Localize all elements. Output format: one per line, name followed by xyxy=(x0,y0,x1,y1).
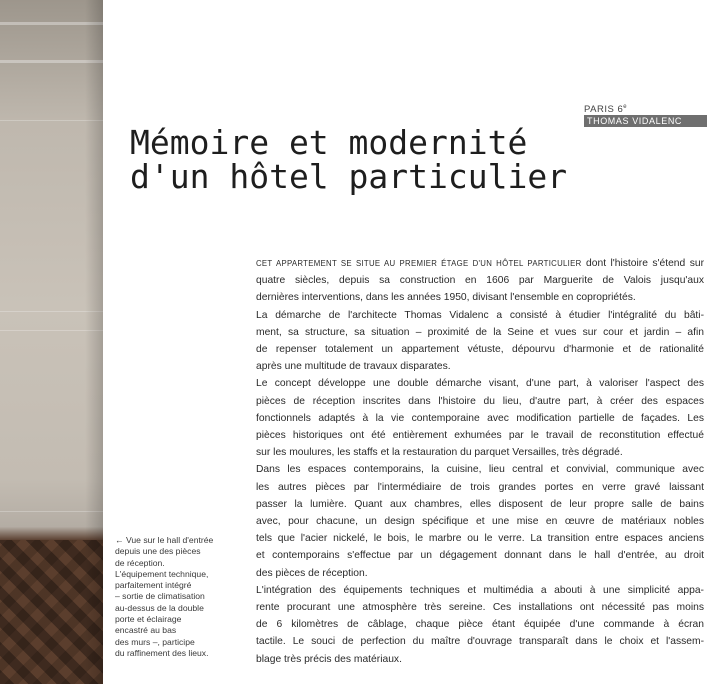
body-line: rente procurant une atmosphère très sereine. Ces installations ont nécessité pas moins xyxy=(256,602,704,614)
body-line: de repenser totalement un appartement vétuste, dépourvu d'harmonie et de rationalité xyxy=(256,344,704,356)
page-title xyxy=(130,123,568,196)
article-body xyxy=(256,255,704,668)
photo-shade xyxy=(85,0,103,684)
caption-line: L'équipement technique, xyxy=(115,568,209,579)
body-line: tactile. Le souci de perfection du maître d'ouvrage transparaît dans le choix et l'assem- xyxy=(256,636,704,648)
body-line: La démarche de l'architecte Thomas Vidalenc a consisté à étudier l'intégralité du bâti- xyxy=(256,309,704,321)
caption-line: du raffinement des lieux. xyxy=(115,647,209,658)
body-line: et contemporains s'effectue par un dégagement donnant dans le hall d'entrée, au droit xyxy=(256,550,704,562)
body-line: sur les moulures, les staffs et la restauration du parquet Versailles, très dégradé. xyxy=(256,447,623,459)
city-label: PARIS 6e xyxy=(584,104,628,116)
body-line: dernières interventions, dans les années 1950, divisant l'ensemble en copropriétés. xyxy=(256,292,636,304)
caption-line: encastré au bas xyxy=(115,625,177,636)
title-line-2: d'un hôtel particulier xyxy=(130,157,568,196)
body-line: des pièces de réception. xyxy=(256,567,368,579)
caption-line: – sortie de climatisation xyxy=(115,591,205,602)
photo-caption xyxy=(115,535,227,659)
caption-line: parfaitement intégré xyxy=(115,580,192,591)
body-line: les autres pièces par l'intermédiaire de trois grandes portes en verre gravé laissant xyxy=(256,481,704,493)
body-line: de 6 kilomètres de câblage, chaque pièce étant équipée d'une commande à écran xyxy=(256,619,704,631)
body-line: passer la lumière. Quant aux chambres, elles disposent de leur propre salle de bains xyxy=(256,498,704,510)
body-line: Dans les espaces contemporains, la cuisine, lieu central et convivial, communique avec xyxy=(256,464,704,476)
body-line xyxy=(256,255,704,272)
body-line: fonctionnels adaptés à la vie contemporaine avec modification partielle de façades. Les xyxy=(256,412,704,424)
caption-line: des murs –, participe xyxy=(115,636,195,647)
caption-line: depuis une des pièces xyxy=(115,546,201,557)
caption-line: porte et éclairage xyxy=(115,614,182,625)
lead-smallcaps: CET APPARTEMENT SE SITUE AU PREMIER ÉTAGE D'UN HÔTEL PARTICULIER xyxy=(256,259,582,268)
caption-line: au-dessus de la double xyxy=(115,602,204,613)
interior-photo xyxy=(0,0,103,684)
caption-line: ← Vue sur le hall d'entrée xyxy=(115,535,214,545)
body-line: pièces de réception inscrites dans l'histoire du lieu, d'autre part, à créer des espaces xyxy=(256,395,704,407)
architect-label: THOMAS VIDALENC xyxy=(584,115,707,127)
body-line: quatre siècles, depuis sa construction en 1606 par Marguerite de Valois jusqu'aux xyxy=(256,275,704,287)
body-line: Le concept développe une double démarche visant, d'une part, à valoriser l'aspect des xyxy=(256,378,704,390)
body-line: blage très précis des matériaux. xyxy=(256,653,402,665)
body-line: après une multitude de travaux disparates. xyxy=(256,361,451,373)
body-line: avec, pour chacune, un design spécifique et une mise en œuvre de matériaux nobles xyxy=(256,516,704,528)
body-line-text: dont l'histoire s'étend sur xyxy=(581,258,704,269)
body-line: L'intégration des équipements techniques et multimédia a abouti à une simplicité appa- xyxy=(256,584,704,596)
body-line: pièces historiques ont été entièrement exhumées par le travail de reconstitution effectué xyxy=(256,430,704,442)
title-line-1: Mémoire et modernité xyxy=(130,123,528,162)
body-line: ment, sa structure, sa situation – proximité de la Seine et vues sur cour et jardin – afin xyxy=(256,326,704,338)
body-line: tels que l'acier nickelé, le bois, le marbre ou le verre. La transition entre espaces anciens xyxy=(256,533,704,545)
caption-line: de réception. xyxy=(115,557,165,568)
